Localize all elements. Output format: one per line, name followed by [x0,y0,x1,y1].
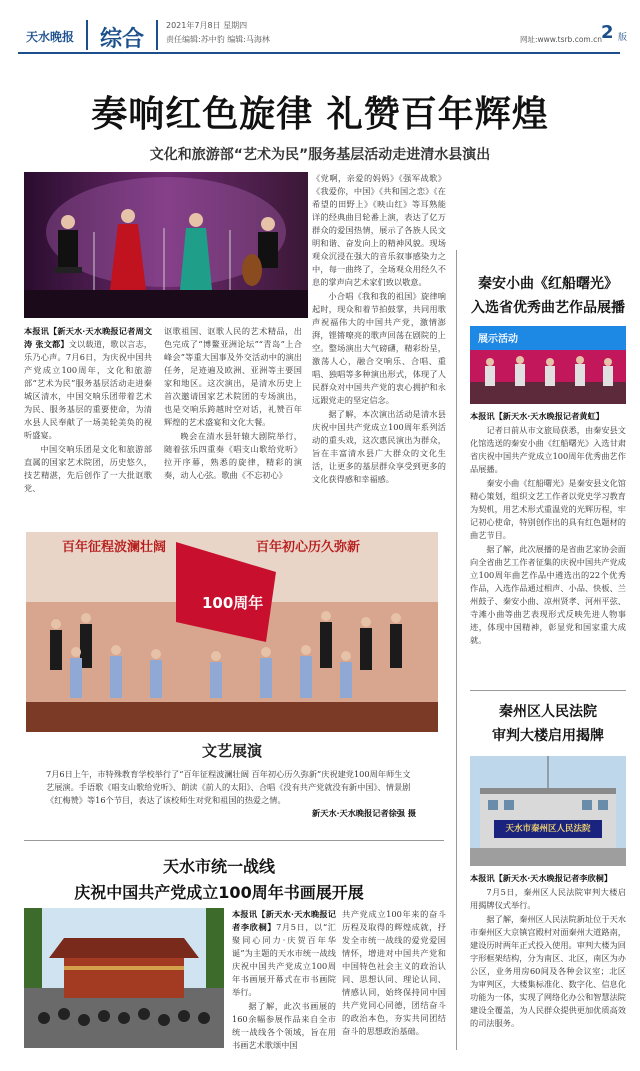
sidebar1-title-line2: 入选省优秀曲艺作品展播 [471,300,625,316]
main-byline: 本报讯【新天水·天水晚报记者周文涛 张文都】 [24,326,152,349]
sidebar1-title-line1: 秦安小曲《红船曙光》 [478,276,618,292]
sidebar1-photo [470,326,626,404]
main-paragraph: 晚会在清水县轩辕大剧院举行，随着弦乐四重奏《唱支山歌给党听》拉开序幕，熟悉的旋律，精彩的演奏，动人心弦。歌曲《不忘初心》 [164,431,302,480]
exhibition-title: 文艺展演 [201,742,262,760]
page-label: 版 [618,33,628,43]
sidebar-divider [470,690,626,691]
main-article-col1 [24,325,152,496]
exhibition-credit: 新天水·天水晚报记者徐强 摄 [312,808,416,818]
editors-line: 责任编辑:苏中豹 编辑:马海林 [166,35,270,44]
header-divider [156,20,158,50]
calligraphy-byline: 本报讯【新天水·天水晚报记者李欣桐】 [232,909,336,932]
sidebar2-title-line1: 秦州区人民法院 [499,704,597,720]
issue-date: 2021年7月8日 星期四 [166,21,248,30]
sidebar2-paragraph: 7月5日，秦州区人民法院审判大楼启用揭牌仪式举行。 [470,887,626,910]
section-title: 综合 [100,27,145,52]
calligraphy-col2 [342,908,446,1039]
main-paragraph: 讴歌祖国、讴歌人民的艺术精品，出色完成了“博鳌亚洲论坛”“青岛”上合峰会”等重大国事及外交活动中的演出任务，足迹遍及欧洲、亚洲等主要国家和地区。这次演出，是清水历史上首次邀请国家艺术院团的专场演出，也是交响乐跨越时空对话，礼赞百年辉煌的艺术盛宴和文化大餐。 [164,326,302,427]
sidebar2-paragraph: 据了解，秦州区人民法院新址位于天水市秦州区大京镇宫殿村对面秦州大道路南，建设历时两年正式投入使用。审判大楼为回字形框架结构，分为南区、北区，南区为办公区，业务用房60间及各种会议室；北区为审判区，大楼集标准化、数字化、信息化功能为一体，实现了网络化办公和智慧法院建设全覆盖，为人民群众提供更加优质高效的司法服务。 [470,914,626,1028]
main-paragraph: 文以载道，歌以言志，乐乃心声。7月6日，为庆祝中国共产党成立100周年，文化和旅游部“艺术为民”服务基层活动走进秦城区清水，中国交响乐团带着艺术为民、服务基层的重要使命，为清水县人民奉献了一场美轮美奂的视听盛宴。 [24,339,152,440]
calligraphy-title-line1: 天水市统一战线 [162,857,275,876]
calligraphy-title-line2: 庆祝中国共产党成立100周年书画展开展 [74,883,364,902]
sidebar1-paragraph: 据了解，此次展播的是省曲艺家协会面向全省曲艺工作者征集的庆祝中国共产党成立100周年曲艺作品中遴选出的22个优秀作品，入选作品通过相声、小品、快板、兰州鼓子、秦安小曲、凉州贤孝、河州平弦、寺滩小曲等曲艺表现形式反映先进人物事迹，体现中国精神，彰显党和国家重大成就。 [470,544,626,645]
main-article-col3 [312,172,446,487]
calligraphy-col1 [232,908,336,1053]
sidebar1-text [470,410,626,648]
banner-text-center: 100周年 [202,594,264,612]
sidebar1-paragraph: 秦安小曲《红船曙光》是秦安县文化馆精心策划，组织文艺工作者以党史学习教育为契机，用艺术形式重温党的光辉历程，牢记初心使命，特别创作出的具有红色题材的曲艺节目。 [470,478,626,540]
page-number: 2 [601,22,614,43]
main-headline: 奏响红色旋律 礼赞百年辉煌 [91,94,549,135]
header-divider [86,20,88,50]
sidebar2-byline: 本报讯【新天水·天水晚报记者李欣桐】 [470,873,613,883]
main-paragraph: 中国交响乐团是文化和旅游部直属的国家艺术院团，历史悠久，技艺精湛，先后创作了一大批讴歌党、 [24,444,152,493]
calligraphy-paragraph: 7月5日，以“汇聚同心同力·庆贺百年华诞”为主题的天水市统一战线庆祝中国共产党成立100周年书画展开幕式在市书画院举行。 [232,922,336,997]
banner-text-left: 百年征程波澜壮阔 [62,540,167,555]
banner-text-right: 百年初心历久弥新 [256,540,361,555]
main-paragraph: 《党啊，亲爱的妈妈》《强军战歌》《我爱你，中国》《共和国之恋》《在希望的田野上》《映山红》等耳熟能详的经典曲目轮番上演，表达了亿万群众的爱国热情，展示了各族人民文明和谐、奋发向上的精神风貌。现场观众沉浸在强大的音乐叙事感染力之中，每一曲终了，全场观众用经久不息的掌声向艺术家们致以敬意。 [312,173,446,287]
exhibition-caption [46,768,416,820]
calligraphy-paragraph: 共产党成立100年来的奋斗历程及取得的辉煌成就，抒发全市统一战线的爱党爱国情怀，增进对中国共产党和中国特色社会主义的政治认同、思想认同、理论认同、情感认同，始终保持同中国共产党同心同德，团结奋斗的政治本色，夯实共同团结奋斗的思想政治基础。 [342,909,446,1036]
website-address: 网址:www.tsrb.com.cn [520,35,602,44]
header-rule [18,52,620,54]
masthead [0,0,640,52]
performance-photo [26,532,438,732]
newspaper-logo: 天水晚报 [26,30,75,44]
calligraphy-paragraph: 据了解，此次书画展的160余幅参展作品来自全市统一战线各个领域，旨在用书画艺术歌颂中国 [232,1001,336,1050]
sidebar2-title-line2: 审判大楼启用揭牌 [492,728,604,744]
section-divider [24,840,444,841]
sidebar1-photo-banner: 展示活动 [478,334,518,345]
sidebar2-photo [470,756,626,866]
sidebar2-text [470,872,626,1031]
sidebar1-paragraph: 记者日前从市文旅局获悉，由秦安县文化馆选送的秦安小曲《红船曙光》入选甘肃省庆祝中国共产党成立100周年优秀曲艺作品展播。 [470,425,626,474]
concert-photo [24,172,308,318]
main-paragraph: 小合唱《我和我的祖国》旋律响起时，现众和着节拍鼓掌，共同用歌声祝福伟大的中国共产党，激情澎湃，铿锵嘹亮的歌声回荡在剧院的上空。整场演出大气磅礴，精彩纷呈，激荡人心，融合交响乐、合唱、重唱、独唱等多种演出形式，体现了人民群众对中国共产党的衷心拥护和永远跟党走的坚定信念。 [312,291,446,405]
exhibition-caption-text: 7月6日上午，市特殊教育学校举行了“百年征程波澜壮阔 百年初心历久弥新”庆祝建党100周年师生文艺展演。手语歌《唱支山歌给党听》、朗读《前人的太阳》、合唱《没有共产党就没有新中国》、情景剧《红梅赞》等16个节目，表达了该校师生对党和祖国的热爱之情。 [46,769,411,805]
main-paragraph: 据了解，本次演出活动是清水县庆祝中国共产党成立100周年系列活动的重头戏，这次惠民演出为群众，旨在丰富清水县广大群众的文化生活，让更多的基层群众享受到更多的文化获得感和幸福感。 [312,409,446,484]
court-sign: 天水市秦州区人民法院 [505,824,591,834]
sidebar1-byline: 本报讯【新天水·天水晚报记者黄虹】 [470,411,604,421]
column-divider [456,250,457,1050]
calligraphy-photo [24,908,224,1048]
main-article-col2 [164,325,302,483]
main-subhead: 文化和旅游部“艺术为民”服务基层活动走进清水县演出 [149,147,491,163]
